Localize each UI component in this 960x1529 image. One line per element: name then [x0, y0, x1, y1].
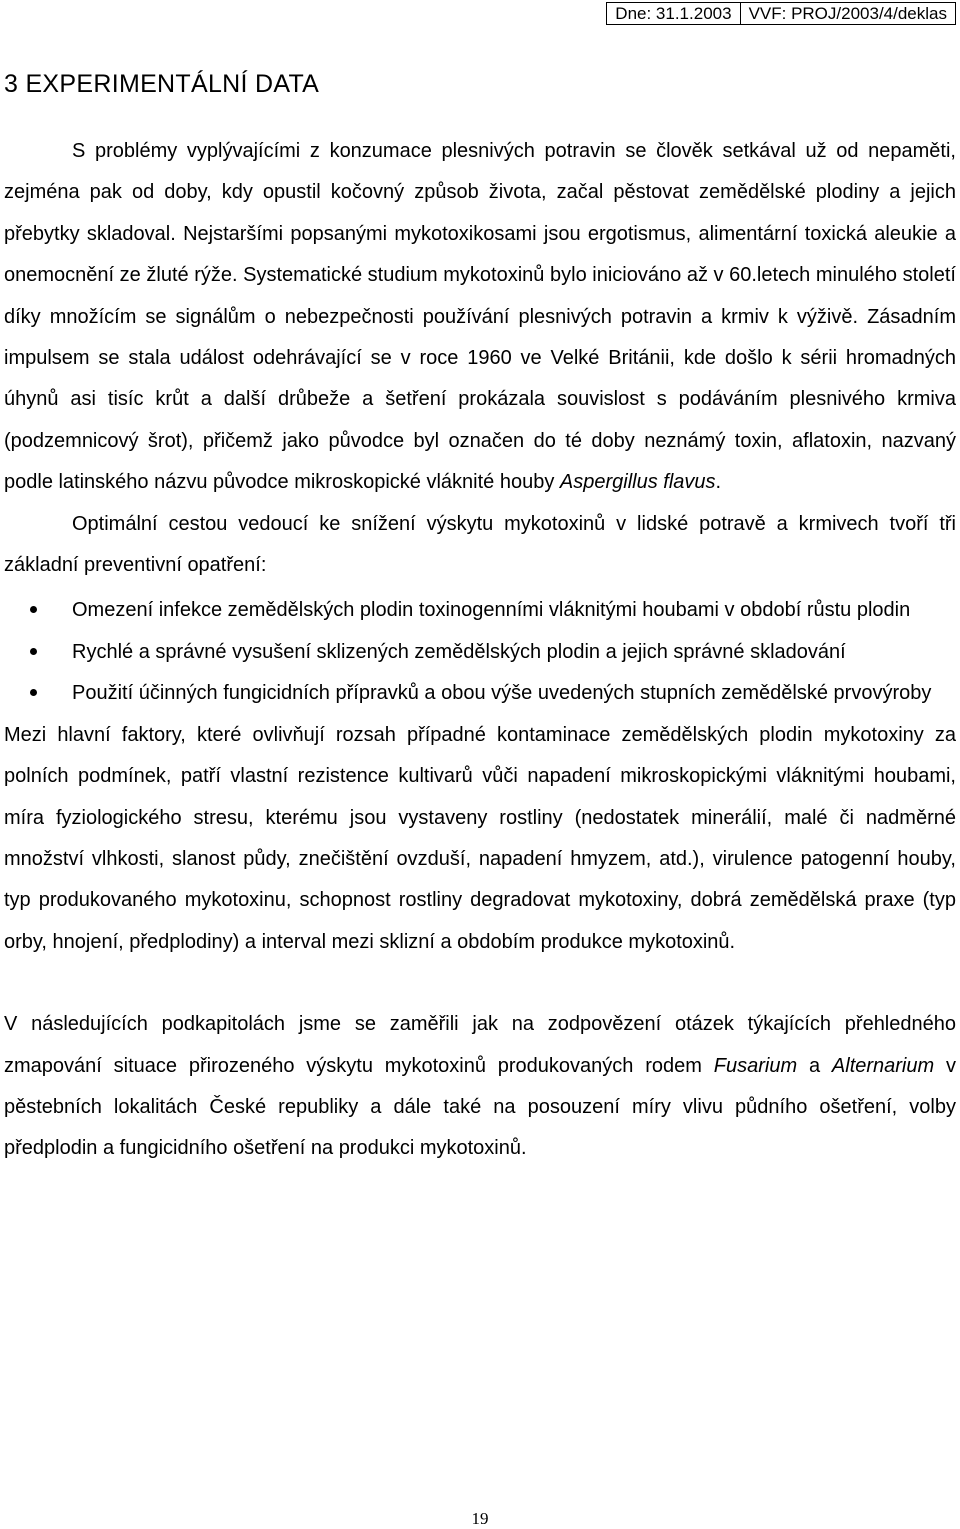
species-name: Aspergillus flavus: [559, 471, 716, 494]
conjunction-text: a: [797, 1054, 832, 1077]
header-reference: VVF: PROJ/2003/4/deklas: [741, 2, 956, 25]
paragraph-subchapters: [4, 1004, 956, 1170]
list-item-text: Použití účinných fungicidních přípravků a obou výše uvedených stupních zemědělské prvovýroby: [72, 682, 932, 705]
paragraph-subchapters-text: V následujících podkapitolách jsme se zaměřili jak na zodpovězení otázek týkajících přehledného zmapování situace přirozeného výskytu mykotoxinů produkovaných rodem: [4, 1013, 956, 1077]
paragraph-prevention: Optimální cestou vedoucí ke snížení výskytu mykotoxinů v lidské potravě a krmivech tvoří tři základní preventivní opatření:: [4, 512, 956, 577]
bullet-icon: [30, 689, 37, 696]
paragraph-subchapters-end: v pěstebních lokalitách České republiky a dále také na posouzení míry vlivu půdního ošetření, volby předplodin a fungicidního ošetření na produkci mykotoxinů.: [4, 1054, 956, 1160]
page-number: 19: [471, 1509, 489, 1528]
list-item-text: Rychlé a správné vysušení sklizených zemědělských plodin a jejich správné skladování: [72, 640, 846, 663]
genus-fusarium: Fusarium: [713, 1054, 798, 1077]
paragraph-intro-end: .: [715, 471, 722, 494]
bullet-icon: [30, 606, 37, 613]
list-item: [4, 590, 956, 631]
genus-alternarium: Alternarium: [831, 1054, 935, 1077]
list-item: [4, 632, 956, 673]
bullet-icon: [30, 648, 37, 655]
paragraph-spacer: [4, 963, 956, 1004]
list-item-text: Omezení infekce zemědělských plodin toxinogenními vláknitými houbami v období růstu plodin: [72, 599, 911, 622]
document-header: [606, 2, 956, 25]
paragraph-intro-text: S problémy vyplývajícími z konzumace plesnivých potravin se člověk setkával už od nepaměti, zejména pak od doby, kdy opustil kočovný způsob života, začal pěstovat zemědělské plodiny a jejich přebytky skladoval. Nejstaršími popsanými mykotoxikosami jsou ergotismus, alimentární toxická aleukie a onemocnění ze žluté rýže. Systematické studium mykotoxinů bylo iniciováno až v 60.letech minulého století díky množícím se signálům o nebezpečnosti používání plesnivých potravin a krmiv k výživě. Zásadním impulsem se stala událost odehrávající se v roce 1960 ve Velké Británii, kde došlo k sérii hromadných úhynů asi tisíc krůt a další drůbeže a šetření prokázala souvislost s podáváním plesnivého krmiva (podzemnicový šrot), přičemž jako původce byl označen do té doby neznámý toxin, aflatoxin, nazvaný podle latinského názvu původce mikroskopické vláknité houby: [4, 140, 956, 494]
document-body: [4, 131, 956, 1170]
prevention-list: [4, 590, 956, 714]
header-date: Dne: 31.1.2003: [606, 2, 740, 25]
paragraph-intro: [4, 131, 956, 504]
section-heading: 3 EXPERIMENTÁLNÍ DATA: [4, 70, 320, 98]
paragraph-factors: Mezi hlavní faktory, které ovlivňují rozsah případné kontaminace zemědělských plodin mykotoxiny za polních podmínek, patří vlastní rezistence kultivarů vůči napadení mikroskopickými vláknitými houbami, míra fyziologického stresu, kterému jsou vystaveny rostliny (nedostatek minerálií, malé či nadměrné množství vlhkosti, slanost půdy, znečištění ovzduší, napadení hmyzem, atd.), virulence patogenní houby, typ produkovaného mykotoxinu, schopnost rostliny degradovat mykotoxiny, dobrá zemědělská praxe (typ orby, hnojení, předplodiny) a interval mezi sklizní a obdobím produkce mykotoxinů.: [4, 723, 956, 953]
list-item: [4, 673, 956, 714]
